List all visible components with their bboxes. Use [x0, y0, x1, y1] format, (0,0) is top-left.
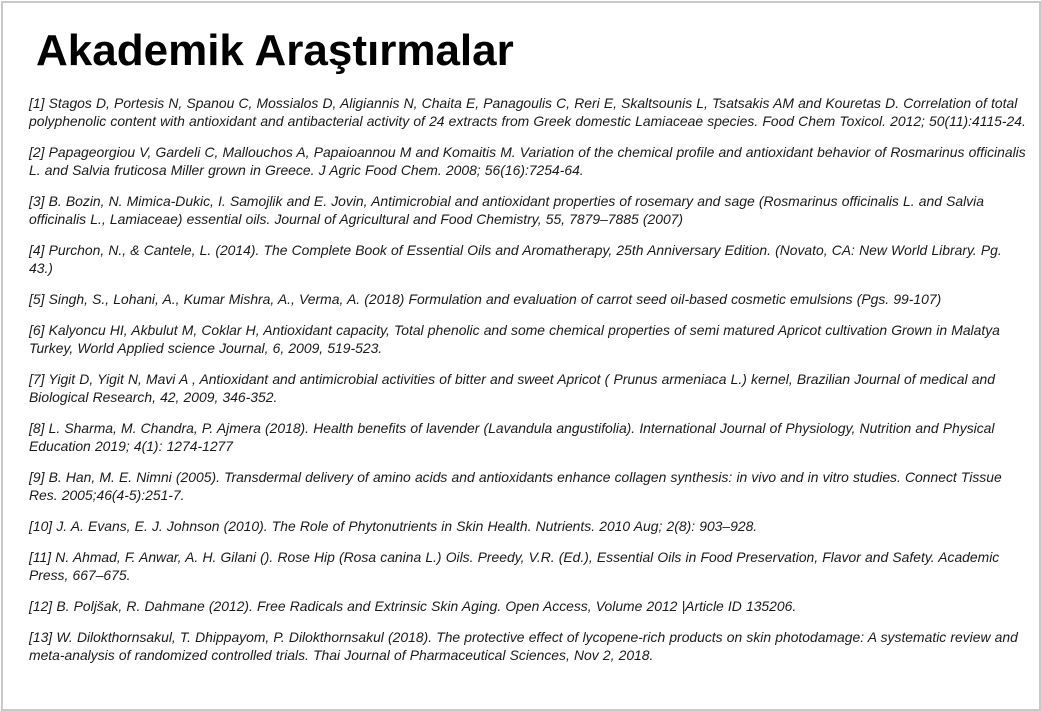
reference-list	[29, 94, 1027, 677]
reference-item-6: [6] Kalyoncu HI, Akbulut M, Coklar H, Antioxidant capacity, Total phenolic and some chemical properties of semi matured Apricot cultivation Grown in Malatya Turkey, World Applied science Journal, 6, 2009, 519-523.	[29, 322, 1000, 356]
reference-item-12: [12] B. Poljšak, R. Dahmane (2012). Free Radicals and Extrinsic Skin Aging. Open Access, Volume 2012 |Article ID 135206.	[29, 598, 797, 614]
page-title: Akademik Araştırmalar	[36, 26, 514, 75]
reference-item-11: [11] N. Ahmad, F. Anwar, A. H. Gilani (). Rose Hip (Rosa canina L.) Oils. Preedy, V.R. (Ed.), Essential Oils in Food Preservation, Flavor and Safety. Academic Press, 667–675.	[29, 549, 1000, 583]
reference-item-13: [13] W. Dilokthornsakul, T. Dhippayom, P. Dilokthornsakul (2018). The protective effect of lycopene-rich products on skin photodamage: A systematic review and meta-analysis of randomized controlled trials. Thai Journal of Pharmaceutical Sciences, Nov 2, 2018.	[29, 629, 1018, 663]
reference-item-5: [5] Singh, S., Lohani, A., Kumar Mishra, A., Verma, A. (2018) Formulation and evaluation of carrot seed oil-based cosmetic emulsions (Pgs. 99-107)	[29, 291, 942, 307]
page-frame	[1, 1, 1041, 711]
reference-item-2: [2] Papageorgiou V, Gardeli C, Mallouchos A, Papaioannou M and Komaitis M. Variation of the chemical profile and antioxidant behavior of Rosmarinus officinalis L. and Salvia fruticosa Miller grown in Greece. J Agric Food Chem. 2008; 56(16):7254-64.	[29, 144, 1026, 178]
reference-item-8: [8] L. Sharma, M. Chandra, P. Ajmera (2018). Health benefits of lavender (Lavandula angustifolia). International Journal of Physiology, Nutrition and Physical Education 2019; 4(1): 1274-1277	[29, 420, 995, 454]
reference-item-4: [4] Purchon, N., & Cantele, L. (2014). The Complete Book of Essential Oils and Aromatherapy, 25th Anniversary Edition. (Novato, CA: New World Library. Pg. 43.)	[29, 242, 1002, 276]
reference-item-3: [3] B. Bozin, N. Mimica-Dukic, I. Samojlik and E. Jovin, Antimicrobial and antioxidant properties of rosemary and sage (Rosmarinus officinalis L. and Salvia officinalis L., Lamiaceae) essential oils. Journal of Agricultural and Food Chemistry, 55, 7879–7885 (2007)	[29, 193, 984, 227]
reference-item-7: [7] Yigit D, Yigit N, Mavi A , Antioxidant and antimicrobial activities of bitter and sweet Apricot ( Prunus armeniaca L.) kernel, Brazilian Journal of medical and Biological Research, 42, 2009, 346-352.	[29, 371, 995, 405]
reference-item-1: [1] Stagos D, Portesis N, Spanou C, Mossialos D, Aligiannis N, Chaita E, Panagoulis C, Reri E, Skaltsounis L, Tsatsakis AM and Kouretas D. Correlation of total polyphenolic content with antioxidant and antibacterial activity of 24 extracts from Greek domestic Lamiaceae species. Food Chem Toxicol. 2012; 50(11):4115-24.	[29, 95, 1026, 129]
reference-item-10: [10] J. A. Evans, E. J. Johnson (2010). The Role of Phytonutrients in Skin Health. Nutrients. 2010 Aug; 2(8): 903–928.	[29, 518, 758, 534]
reference-item-9: [9] B. Han, M. E. Nimni (2005). Transdermal delivery of amino acids and antioxidants enhance collagen synthesis: in vivo and in vitro studies. Connect Tissue Res. 2005;46(4-5):251-7.	[29, 469, 1002, 503]
